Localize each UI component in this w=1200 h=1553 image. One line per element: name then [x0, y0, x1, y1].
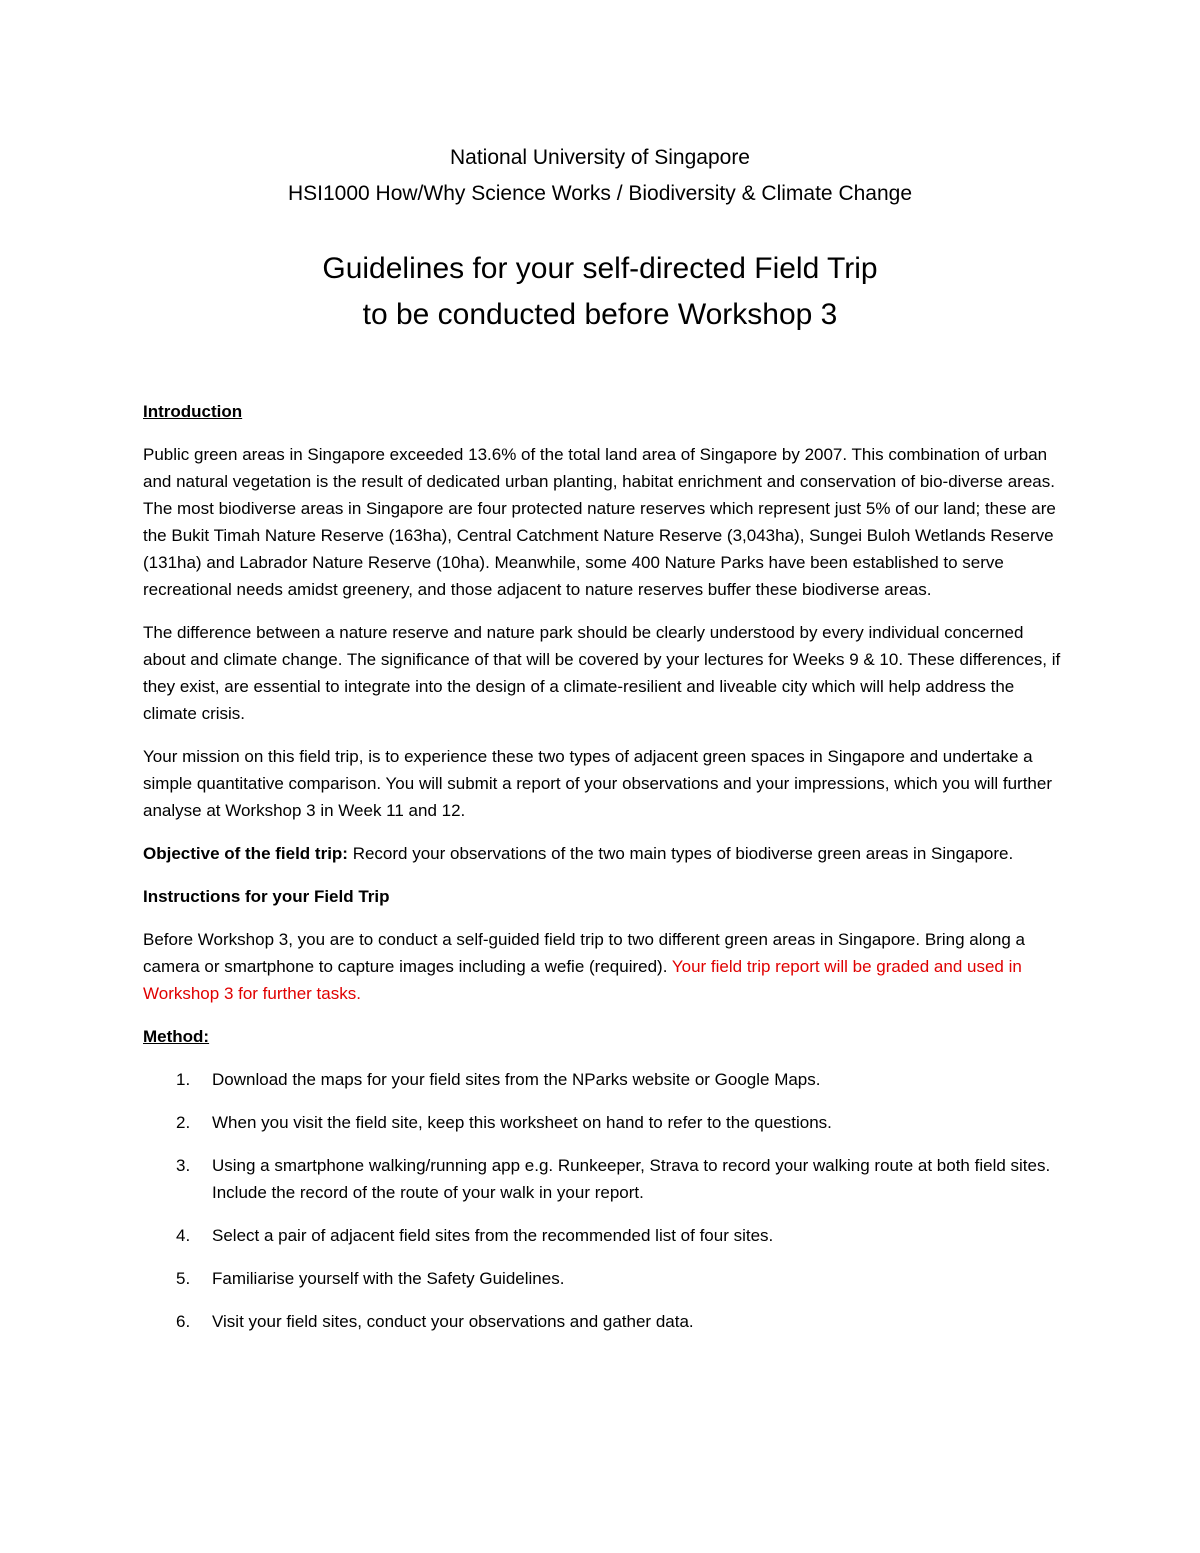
- method-item-number: 3.: [176, 1156, 191, 1175]
- method-item-text: Using a smartphone walking/running app e.g. Runkeeper, Strava to record your walking route at both field sites. Include the record of the route of your walk in your report.: [212, 1156, 1051, 1202]
- method-item: [143, 1265, 1063, 1292]
- title-line-2: to be conducted before Workshop 3: [362, 298, 838, 331]
- document-header: [0, 140, 1200, 212]
- method-item-text: Familiarise yourself with the Safety Guidelines.: [212, 1269, 565, 1288]
- introduction-paragraph-2: The difference between a nature reserve and nature park should be clearly understood by every individual concerned about and climate change. The significance of that will be covered by your lectures for Weeks 9 & 10. These differences, if they exist, are essential to integrate into the design of a climate-resilient and liveable city which will help address the climate crisis.: [143, 623, 1061, 723]
- method-heading: Method:: [143, 1027, 210, 1046]
- university-name: National University of Singapore: [450, 146, 750, 169]
- method-item-text: When you visit the field site, keep this worksheet on hand to refer to the questions.: [212, 1113, 832, 1132]
- instructions-heading: Instructions for your Field Trip: [143, 887, 390, 906]
- document-title: [0, 246, 1200, 338]
- method-item-text: Select a pair of adjacent field sites from the recommended list of four sites.: [212, 1226, 774, 1245]
- introduction-heading: Introduction: [143, 402, 243, 421]
- introduction-paragraph-3: Your mission on this field trip, is to experience these two types of adjacent green spaces in Singapore and undertake a simple quantitative comparison. You will submit a report of your observations and your impressions, which you will further analyse at Workshop 3 in Week 11 and 12.: [143, 747, 1052, 820]
- method-item-number: 2.: [176, 1113, 191, 1132]
- document-body: [143, 398, 1063, 1351]
- instructions-paragraph: [143, 926, 1063, 1007]
- method-item: [143, 1308, 1063, 1335]
- method-item: [143, 1109, 1063, 1136]
- method-item: [143, 1066, 1063, 1093]
- method-item: [143, 1222, 1063, 1249]
- objective-text: Record your observations of the two main types of biodiverse green areas in Singapore.: [347, 844, 1014, 863]
- method-item-number: 4.: [176, 1226, 191, 1245]
- method-item-number: 5.: [176, 1269, 191, 1288]
- method-item-number: 1.: [176, 1070, 191, 1089]
- title-line-1: Guidelines for your self-directed Field Trip: [322, 252, 878, 285]
- objective-paragraph: [143, 840, 1063, 867]
- method-list: [143, 1066, 1063, 1335]
- method-item: [143, 1152, 1063, 1206]
- course-name: HSI1000 How/Why Science Works / Biodiversity & Climate Change: [287, 182, 913, 205]
- method-item-text: Download the maps for your field sites from the NParks website or Google Maps.: [212, 1070, 821, 1089]
- method-item-number: 6.: [176, 1312, 191, 1331]
- method-item-text: Visit your field sites, conduct your observations and gather data.: [212, 1312, 694, 1331]
- instructions-text: Before Workshop 3, you are to conduct a self-guided field trip to two different green areas in Singapore. Bring along a camera or smartphone to capture images including a wefie (required).: [143, 930, 1026, 976]
- objective-label: Objective of the field trip:: [143, 844, 348, 863]
- introduction-paragraph-1: Public green areas in Singapore exceeded 13.6% of the total land area of Singapore by 2007. This combination of urban and natural vegetation is the result of dedicated urban planting, habitat enrichment and conservation of bio-diverse areas. The most biodiverse areas in Singapore are four protected nature reserves which represent just 5% of our land; these are the Bukit Timah Nature Reserve (163ha), Central Catchment Nature Reserve (3,043ha), Sungei Buloh Wetlands Reserve (131ha) and Labrador Nature Reserve (10ha). Meanwhile, some 400 Nature Parks have been established to serve recreational needs amidst greenery, and those adjacent to nature reserves buffer these biodiverse areas.: [143, 445, 1056, 599]
- instructions-highlight: Your field trip report will be graded and used in Workshop 3 for further tasks.: [143, 957, 1022, 1003]
